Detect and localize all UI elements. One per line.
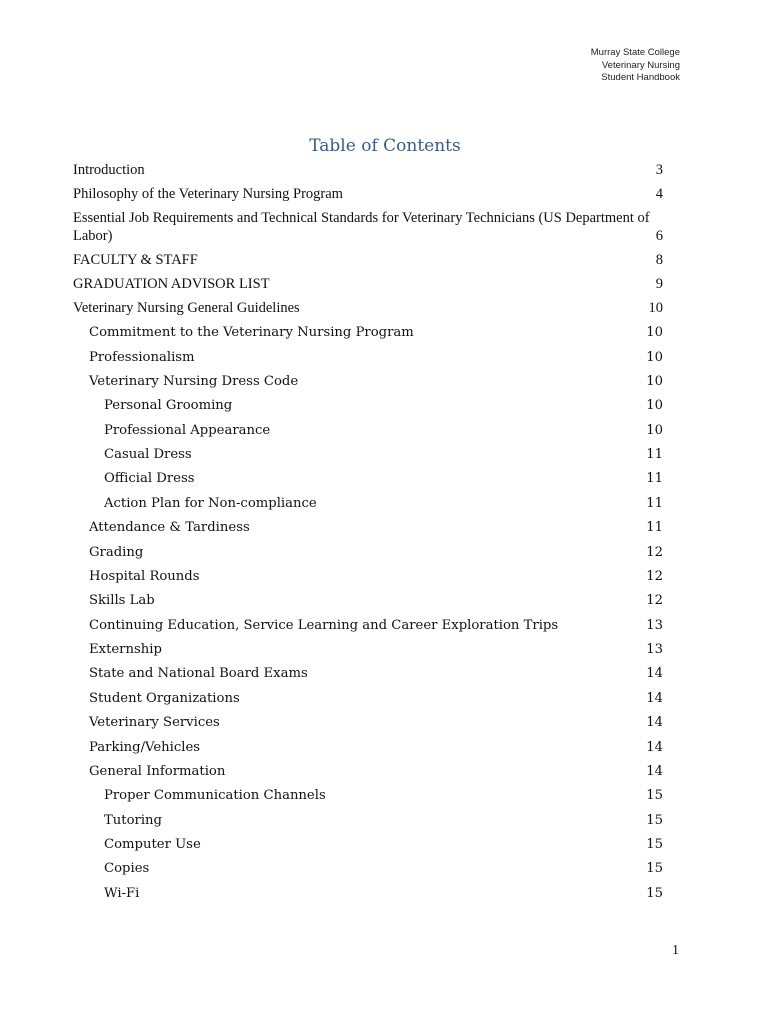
toc-entry-faculty-staff[interactable] [73, 249, 663, 273]
toc-entry-tutoring[interactable] [73, 808, 663, 832]
toc-entry-title: Skills Lab [89, 593, 155, 609]
toc-entry-title: Tutoring [104, 812, 162, 828]
toc-entry-student-organizations[interactable] [73, 686, 663, 710]
toc-entry-professional-appearance[interactable] [73, 418, 663, 442]
toc-entry-title: Professional Appearance [104, 422, 271, 438]
toc-entry-grading[interactable] [73, 540, 663, 564]
toc-entry-page: 14 [646, 690, 663, 706]
toc-entry-title: Hospital Rounds [89, 568, 200, 584]
toc-entry-page: 11 [646, 520, 663, 536]
toc-entry-dress-code[interactable] [73, 369, 663, 393]
toc-entry-page: 8 [655, 251, 663, 268]
toc-entry-copies[interactable] [73, 857, 663, 881]
toc-entry-page: 15 [646, 788, 663, 804]
toc-entry-page: 15 [646, 861, 663, 877]
toc-entry-essential-job-requirements[interactable] [73, 207, 663, 249]
toc-entry-page: 6 [655, 227, 663, 244]
toc-entry-title: Introduction [73, 162, 145, 178]
toc-entry-official-dress[interactable] [73, 467, 663, 491]
toc-entry-page: 12 [646, 593, 663, 609]
toc-entry-page: 9 [655, 275, 663, 292]
toc-entry-externship[interactable] [73, 637, 663, 661]
header-program: Veterinary Nursing [601, 59, 680, 71]
toc-entry-title: Veterinary Services [89, 715, 220, 731]
header-document: Student Handbook [601, 72, 680, 83]
toc-entry-title: Student Organizations [89, 690, 240, 706]
toc-entry-graduation-advisor-list[interactable] [73, 273, 663, 297]
toc-entry-commitment[interactable] [73, 321, 663, 345]
toc-entry-communication-channels[interactable] [73, 784, 663, 808]
toc-entry-board-exams[interactable] [73, 662, 663, 686]
page-number: 1 [672, 943, 679, 958]
toc-entry-page: 14 [646, 739, 663, 755]
toc-entry-page: 11 [646, 447, 663, 463]
toc-entry-casual-dress[interactable] [73, 442, 663, 466]
toc-entry-title: Grading [89, 544, 144, 560]
toc-entry-page: 10 [648, 299, 663, 316]
toc-entry-title: Computer Use [104, 837, 201, 853]
toc-entry-title: Official Dress [104, 471, 195, 487]
toc-entry-title: Copies [104, 861, 150, 877]
toc-entry-page: 11 [646, 495, 663, 511]
toc-entry-page: 14 [646, 666, 663, 682]
toc-entry-page: 10 [646, 325, 663, 341]
toc-entry-title: Attendance & Tardiness [89, 520, 250, 536]
toc-entry-page: 14 [646, 763, 663, 779]
toc-entry-page: 13 [646, 642, 663, 658]
toc-title: Table of Contents [309, 136, 461, 156]
toc-entry-general-guidelines[interactable] [73, 297, 663, 321]
toc-entry-personal-grooming[interactable] [73, 394, 663, 418]
toc-entry-skills-lab[interactable] [73, 589, 663, 613]
toc-entry-page: 3 [655, 162, 663, 178]
toc-entry-page: 11 [646, 471, 663, 487]
toc-entry-title: State and National Board Exams [89, 666, 308, 682]
toc-entry-title: Professionalism [89, 349, 195, 365]
table-of-contents [73, 159, 663, 906]
toc-entry-title: Essential Job Requirements and Technical Standards for Veterinary Technicians (US Department of Labor) [73, 210, 650, 244]
toc-entry-page: 12 [646, 568, 663, 584]
toc-entry-page: 13 [646, 617, 663, 633]
toc-entry-title: Personal Grooming [104, 398, 233, 414]
toc-entry-introduction[interactable] [73, 159, 663, 183]
toc-entry-page: 10 [646, 373, 663, 389]
toc-entry-title: Action Plan for Non-compliance [104, 495, 317, 511]
toc-entry-page: 10 [646, 398, 663, 414]
toc-entry-title: Veterinary Nursing Dress Code [89, 373, 299, 389]
toc-entry-title: Externship [89, 642, 162, 658]
toc-entry-philosophy[interactable] [73, 183, 663, 207]
toc-entry-title: Continuing Education, Service Learning and Career Exploration Trips [89, 617, 559, 633]
toc-entry-title: General Information [89, 763, 226, 779]
toc-entry-title: Casual Dress [104, 447, 192, 463]
toc-entry-page: 15 [646, 812, 663, 828]
toc-entry-page: 15 [646, 885, 663, 901]
toc-entry-page: 12 [646, 544, 663, 560]
toc-entry-title: Veterinary Nursing General Guidelines [73, 299, 300, 316]
toc-entry-title: Commitment to the Veterinary Nursing Program [89, 325, 414, 341]
toc-entry-professionalism[interactable] [73, 345, 663, 369]
toc-entry-parking-vehicles[interactable] [73, 735, 663, 759]
toc-entry-attendance[interactable] [73, 516, 663, 540]
header-college: Murray State College [590, 47, 680, 58]
toc-entry-general-information[interactable] [73, 759, 663, 783]
toc-entry-page: 4 [655, 186, 663, 202]
toc-entry-computer-use[interactable] [73, 832, 663, 856]
toc-entry-title: Philosophy of the Veterinary Nursing Program [73, 186, 343, 202]
toc-entry-page: 10 [646, 349, 663, 365]
toc-entry-action-plan[interactable] [73, 491, 663, 515]
toc-entry-title: GRADUATION ADVISOR LIST [73, 275, 270, 292]
toc-entry-title: Parking/Vehicles [89, 739, 201, 755]
toc-entry-continuing-education[interactable] [73, 613, 663, 637]
toc-entry-title: Proper Communication Channels [104, 788, 326, 804]
toc-entry-title: FACULTY & STAFF [73, 251, 198, 268]
toc-entry-veterinary-services[interactable] [73, 711, 663, 735]
toc-entry-page: 15 [646, 837, 663, 853]
toc-entry-hospital-rounds[interactable] [73, 564, 663, 588]
document-header [591, 47, 680, 85]
toc-entry-title: Wi-Fi [104, 885, 140, 901]
toc-entry-page: 14 [646, 715, 663, 731]
toc-entry-page: 10 [646, 422, 663, 438]
toc-entry-wifi[interactable] [73, 881, 663, 905]
